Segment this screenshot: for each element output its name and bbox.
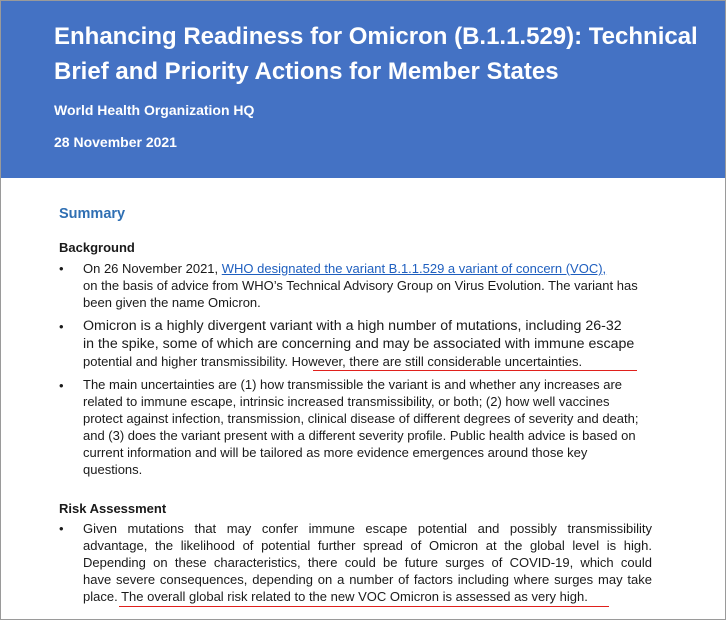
title-banner <box>1 1 726 178</box>
bullet-line <box>83 353 634 371</box>
bullet-line <box>83 260 638 277</box>
bullet-line: Omicron is a highly divergent variant with a high number of mutations, including 26-32 <box>83 318 622 334</box>
bullet-text-segment: place. <box>83 589 122 604</box>
bullet-line: and (3) does the variant present with a different severity profile. Public health advice is based on <box>83 428 636 443</box>
bullet-marker: • <box>59 261 64 276</box>
bullet-marker: • <box>59 319 64 334</box>
bullet-line: been given the name Omicron. <box>83 295 261 310</box>
risk-assessment-heading: Risk Assessment <box>59 501 167 516</box>
bullet-text-segment: potential and higher transmissibility. <box>83 354 292 369</box>
bullet-marker: • <box>59 521 64 536</box>
highlighted-uncertainty-text: However, there are still considerable uncertainties. <box>291 354 583 369</box>
bullet-line: The main uncertainties are (1) how transmissible the variant is and whether any increases are <box>83 377 623 392</box>
document-title-line-1: Enhancing Readiness for Omicron (B.1.1.529): Technical <box>54 23 698 50</box>
bullet-marker: • <box>59 378 64 393</box>
highlighted-risk-text: The overall global risk related to the new VOC Omicron is assessed as very high. <box>121 589 588 604</box>
background-heading: Background <box>59 240 135 255</box>
bullet-line: in the spike, some of which are concerning and may be associated with immune escape <box>83 336 635 352</box>
risk-bullet-1 <box>83 520 652 605</box>
bullet-line: advantage, the likelihood of potential further spread of Omicron at the global level is high. <box>83 538 652 553</box>
document-title <box>54 19 714 89</box>
who-voc-designation-link[interactable]: WHO designated the variant B.1.1.529 a variant of concern (VOC), <box>221 261 607 276</box>
summary-heading: Summary <box>59 206 126 222</box>
bullet-line <box>83 588 652 605</box>
bullet-line: related to immune escape, intrinsic increased transmissibility, or both; (2) how well vaccines <box>83 394 610 409</box>
background-bullet-1 <box>83 260 638 311</box>
publication-date: 28 November 2021 <box>54 134 177 150</box>
background-bullet-3 <box>83 376 638 478</box>
bullet-line: questions. <box>83 462 143 477</box>
bullet-line: Depending on these characteristics, there could be future surges of COVID-19, which could <box>83 555 652 570</box>
bullet-line: on the basis of advice from WHO’s Technical Advisory Group on Virus Evolution. The variant has <box>83 278 638 293</box>
background-bullet-2 <box>83 317 634 371</box>
author-organization: World Health Organization HQ <box>54 102 255 118</box>
bullet-line: protect against infection, transmission, clinical disease of different degrees of severity and death; <box>83 411 639 426</box>
red-highlight-underline <box>119 606 609 607</box>
bullet-text-segment: On 26 November 2021, <box>83 261 222 276</box>
bullet-line: have severe consequences, depending on a number of factors including where surges may take <box>83 572 652 587</box>
document-title-line-2: Brief and Priority Actions for Member States <box>54 58 559 85</box>
red-highlight-underline <box>313 370 637 371</box>
bullet-line: current information and will be tailored as more evidence emergences around those key <box>83 445 588 460</box>
bullet-line: Given mutations that may confer immune escape potential and possibly transmissibility <box>83 521 652 536</box>
